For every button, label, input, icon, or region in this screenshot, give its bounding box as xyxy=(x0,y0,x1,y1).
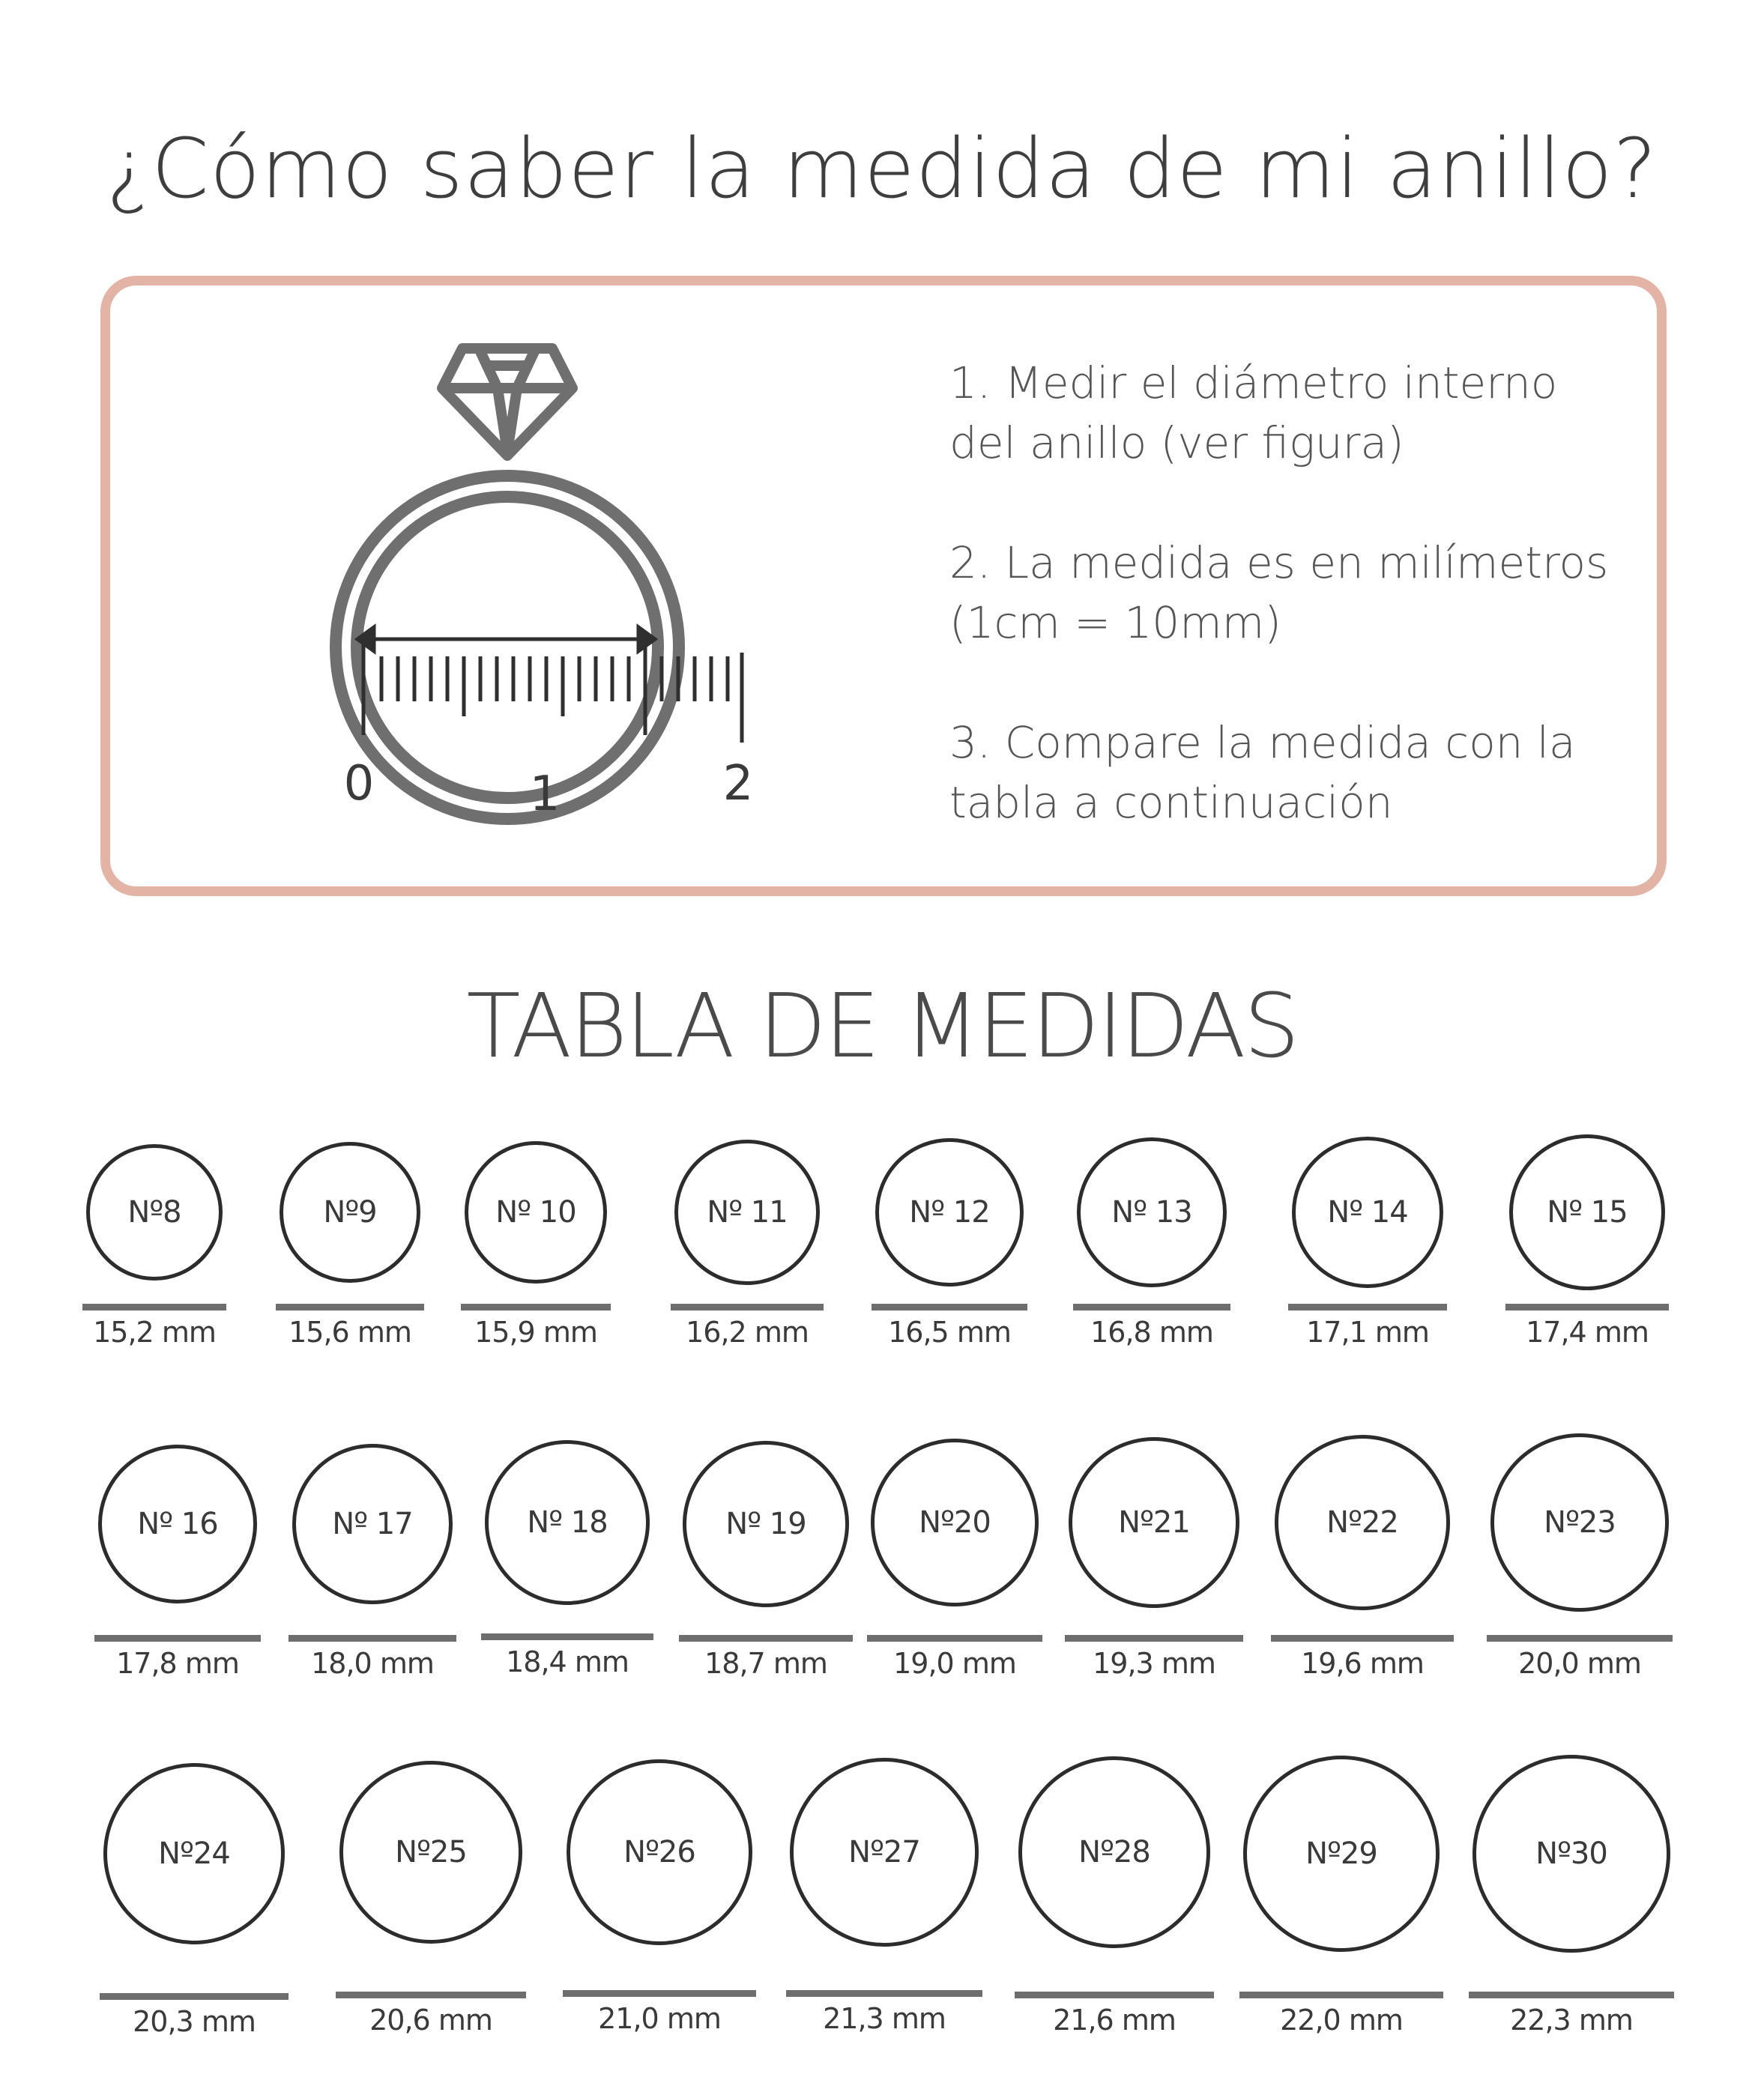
size-number: Nº26 xyxy=(623,1835,695,1869)
size-circle xyxy=(1509,1134,1665,1290)
page-title: ¿Cómo saber la medida de mi anillo? xyxy=(106,121,1658,217)
size-circle xyxy=(485,1440,650,1605)
size-mm-value: 18,7 mm xyxy=(704,1647,827,1680)
size-circle xyxy=(465,1141,607,1284)
ruler-label-0: 0 xyxy=(343,756,375,811)
size-bar xyxy=(1505,1304,1669,1311)
size-circle xyxy=(292,1444,453,1604)
size-number: Nº21 xyxy=(1118,1505,1190,1540)
size-number: Nº23 xyxy=(1544,1505,1616,1540)
size-circle xyxy=(1069,1437,1239,1608)
size-mm-value: 21,6 mm xyxy=(1053,2004,1176,2037)
size-bar xyxy=(872,1304,1027,1311)
size-bar xyxy=(100,1993,289,2000)
size-bar xyxy=(1469,1992,1674,1998)
size-circle xyxy=(98,1445,257,1603)
instruction-step: 3. Compare la medida con la tabla a continuación xyxy=(949,717,1576,828)
size-mm-value: 20,3 mm xyxy=(133,2005,256,2038)
size-table-title: TABLA DE MEDIDAS xyxy=(466,974,1298,1077)
ruler-label-2: 2 xyxy=(722,756,754,811)
size-bar xyxy=(276,1304,424,1311)
size-circle xyxy=(875,1138,1024,1287)
size-circle xyxy=(790,1758,979,1947)
size-mm-value: 18,4 mm xyxy=(506,1645,629,1678)
size-bar xyxy=(289,1635,456,1642)
size-number: Nº27 xyxy=(848,1835,920,1869)
size-circle xyxy=(567,1759,752,1945)
size-mm-value: 19,0 mm xyxy=(893,1647,1016,1680)
size-bar xyxy=(336,1992,526,1998)
size-number: Nº 15 xyxy=(1547,1195,1628,1230)
size-bar xyxy=(563,1990,756,1997)
size-number: Nº 10 xyxy=(495,1195,576,1230)
size-number: Nº24 xyxy=(158,1836,230,1871)
size-number: Nº 14 xyxy=(1327,1195,1408,1230)
size-bar xyxy=(786,1990,982,1997)
size-circle xyxy=(1275,1435,1450,1610)
size-mm-value: 16,5 mm xyxy=(888,1316,1011,1349)
size-circle xyxy=(86,1144,223,1281)
size-mm-value: 15,9 mm xyxy=(474,1316,597,1349)
size-number: Nº 12 xyxy=(909,1195,990,1230)
size-number: Nº 13 xyxy=(1111,1195,1192,1230)
size-number: Nº 11 xyxy=(707,1195,788,1230)
size-mm-value: 15,2 mm xyxy=(93,1316,216,1349)
size-number: Nº30 xyxy=(1535,1836,1607,1871)
size-circle xyxy=(1077,1137,1227,1287)
size-number: Nº29 xyxy=(1305,1836,1377,1871)
size-bar xyxy=(867,1635,1042,1642)
size-bar xyxy=(1487,1635,1673,1642)
size-bar xyxy=(461,1304,611,1311)
size-mm-value: 16,8 mm xyxy=(1090,1316,1213,1349)
size-circle xyxy=(339,1761,522,1944)
size-circle xyxy=(1018,1756,1210,1948)
size-mm-value: 19,6 mm xyxy=(1301,1647,1424,1680)
size-bar xyxy=(671,1304,824,1311)
size-circle xyxy=(280,1142,420,1283)
instruction-step: 1. Medir el diámetro interno del anillo (ver figura) xyxy=(949,357,1558,468)
size-mm-value: 21,0 mm xyxy=(598,2002,721,2035)
size-mm-value: 16,2 mm xyxy=(686,1316,809,1349)
size-number: Nº25 xyxy=(395,1835,467,1869)
size-bar xyxy=(1271,1635,1454,1642)
size-circle xyxy=(871,1439,1039,1606)
size-circle xyxy=(103,1763,285,1944)
size-mm-value: 19,3 mm xyxy=(1093,1647,1215,1680)
size-bar xyxy=(94,1635,261,1642)
size-circle xyxy=(1243,1756,1440,1952)
size-number: Nº 18 xyxy=(527,1505,608,1540)
size-mm-value: 17,8 mm xyxy=(116,1647,239,1680)
size-mm-value: 15,6 mm xyxy=(289,1316,411,1349)
size-bar xyxy=(679,1635,853,1642)
size-bar xyxy=(1288,1304,1447,1311)
size-number: Nº28 xyxy=(1078,1835,1150,1869)
size-mm-value: 22,0 mm xyxy=(1280,2004,1403,2037)
size-number: Nº 19 xyxy=(725,1507,806,1541)
ruler-label-1: 1 xyxy=(529,767,561,822)
size-mm-value: 20,0 mm xyxy=(1518,1647,1641,1680)
size-bar xyxy=(1073,1304,1230,1311)
size-bar xyxy=(1015,1992,1214,1998)
size-mm-value: 17,1 mm xyxy=(1306,1316,1429,1349)
size-bar xyxy=(1065,1635,1243,1642)
size-number: Nº22 xyxy=(1326,1505,1398,1540)
size-number: Nº 16 xyxy=(137,1507,218,1541)
size-number: Nº8 xyxy=(127,1195,181,1230)
size-mm-value: 17,4 mm xyxy=(1526,1316,1649,1349)
size-mm-value: 22,3 mm xyxy=(1510,2004,1633,2037)
instruction-step: 2. La medida es en milímetros (1cm = 10mm) xyxy=(949,537,1609,648)
size-mm-value: 21,3 mm xyxy=(823,2002,946,2035)
size-circle xyxy=(1472,1755,1670,1953)
size-number: Nº20 xyxy=(919,1505,991,1540)
size-mm-value: 18,0 mm xyxy=(311,1647,434,1680)
size-bar xyxy=(481,1633,653,1640)
size-circle xyxy=(1292,1137,1443,1288)
size-bar xyxy=(1239,1992,1443,1998)
size-number: Nº9 xyxy=(323,1195,377,1230)
size-circle xyxy=(674,1140,820,1285)
size-circle xyxy=(683,1441,849,1607)
size-mm-value: 20,6 mm xyxy=(369,2004,492,2037)
size-number: Nº 17 xyxy=(332,1507,413,1541)
size-bar xyxy=(82,1304,226,1311)
size-circle xyxy=(1490,1433,1669,1612)
